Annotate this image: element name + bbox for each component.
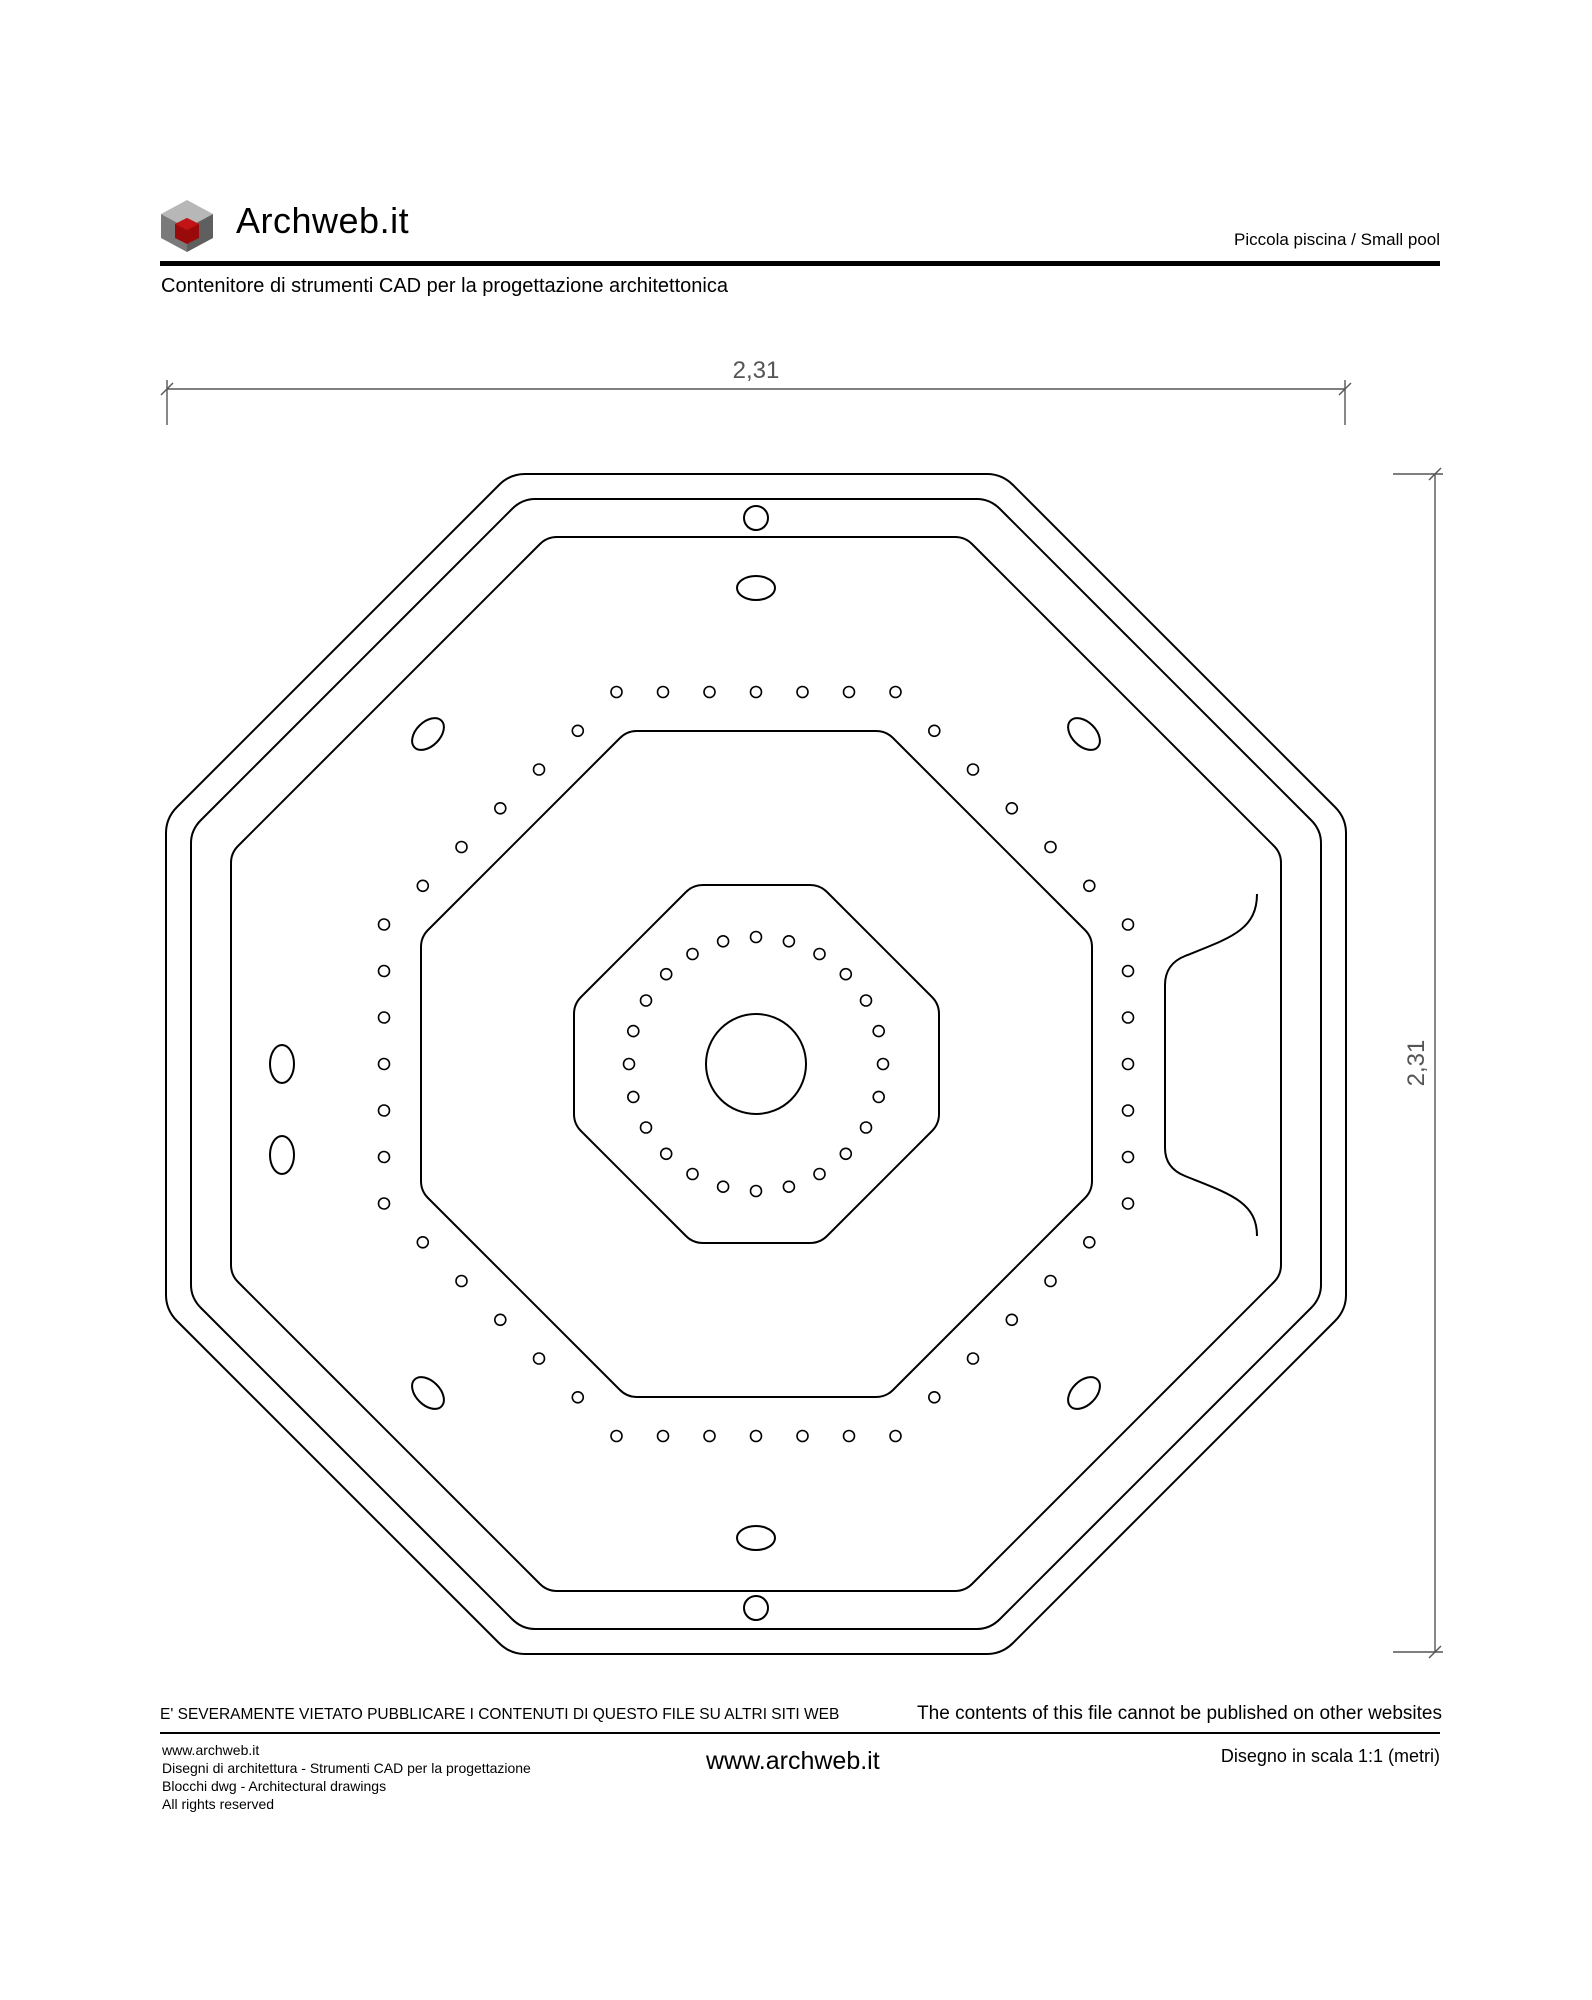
dimension-height-label: 2,31	[1403, 1039, 1430, 1087]
pool-seat-outline	[1165, 894, 1257, 1236]
air-jet	[379, 1152, 390, 1163]
air-jet	[1006, 1314, 1017, 1325]
outer-air-jet-ring	[379, 687, 1134, 1442]
copyright-warning-english: The contents of this file cannot be published on other websites	[917, 1703, 1442, 1724]
jet-bottom-right	[1062, 1371, 1106, 1415]
air-jet	[929, 725, 940, 736]
air-jet	[878, 1059, 889, 1070]
air-jet	[534, 764, 545, 775]
air-jet	[840, 969, 851, 980]
air-jet	[379, 1059, 390, 1070]
air-jet	[624, 1059, 635, 1070]
central-drain	[706, 1014, 806, 1114]
air-jet	[929, 1392, 940, 1403]
footer-info	[162, 1741, 531, 1813]
air-jet	[704, 1431, 715, 1442]
jet-top	[737, 576, 775, 600]
air-jet	[628, 1091, 639, 1102]
air-jet	[628, 1026, 639, 1037]
footer-line: Blocchi dwg - Architectural drawings	[162, 1778, 387, 1794]
jet-top-left	[406, 712, 450, 756]
air-jet	[718, 936, 729, 947]
drawing-title: Piccola piscina / Small pool	[1234, 230, 1440, 249]
air-jet	[379, 919, 390, 930]
air-jet	[687, 1169, 698, 1180]
air-jet	[572, 1392, 583, 1403]
air-jet	[890, 1431, 901, 1442]
dimension-width-label: 2,31	[732, 357, 780, 384]
air-jet	[1123, 1012, 1134, 1023]
air-jet	[1006, 803, 1017, 814]
air-jet	[968, 764, 979, 775]
air-jet	[379, 1012, 390, 1023]
logo-text: Archweb.it	[236, 200, 410, 241]
footer-line: Disegni di architettura - Strumenti CAD per la progettazione	[162, 1760, 531, 1776]
pool-center-platform	[574, 885, 939, 1243]
jet-bottom-left	[406, 1371, 450, 1415]
air-jet	[1123, 1059, 1134, 1070]
air-jet	[417, 1237, 428, 1248]
air-jet	[968, 1353, 979, 1364]
air-jet	[1123, 919, 1134, 930]
footer-url[interactable]: www.archweb.it	[706, 1747, 880, 1775]
air-jet	[379, 966, 390, 977]
pool-basin-edge	[231, 537, 1281, 1591]
jet-top-right	[1062, 712, 1106, 756]
air-jet	[704, 687, 715, 698]
jet-left-lower	[270, 1136, 294, 1174]
jet-left-upper	[270, 1045, 294, 1083]
air-jet	[495, 1314, 506, 1325]
footer-divider	[160, 1732, 1440, 1734]
air-jet	[379, 1198, 390, 1209]
air-jet	[658, 1431, 669, 1442]
pool-outer-rim	[166, 474, 1346, 1654]
footer-line: www.archweb.it	[162, 1742, 260, 1758]
rim-fitting-top	[744, 506, 768, 530]
air-jet	[534, 1353, 545, 1364]
air-jet	[1123, 966, 1134, 977]
air-jet	[814, 1169, 825, 1180]
air-jet	[1045, 842, 1056, 853]
air-jet	[873, 1091, 884, 1102]
air-jet	[783, 936, 794, 947]
air-jet	[844, 687, 855, 698]
air-jet	[456, 1276, 467, 1287]
air-jet	[873, 1026, 884, 1037]
air-jet	[751, 1186, 762, 1197]
air-jet	[641, 995, 652, 1006]
air-jet	[661, 1148, 672, 1159]
air-jet	[718, 1181, 729, 1192]
air-jet	[1123, 1152, 1134, 1163]
air-jet	[814, 949, 825, 960]
air-jet	[1045, 1276, 1056, 1287]
air-jet	[783, 1181, 794, 1192]
inner-air-jet-ring	[624, 932, 889, 1197]
air-jet	[611, 1431, 622, 1442]
air-jet	[658, 687, 669, 698]
tagline: Contenitore di strumenti CAD per la progettazione architettonica	[161, 275, 728, 297]
air-jet	[611, 687, 622, 698]
air-jet	[861, 1122, 872, 1133]
pool-middle-step	[421, 731, 1092, 1397]
air-jet	[751, 932, 762, 943]
air-jet	[379, 1105, 390, 1116]
pool-inner-rim	[191, 499, 1321, 1629]
air-jet	[641, 1122, 652, 1133]
jet-bottom	[737, 1526, 775, 1550]
air-jet	[840, 1148, 851, 1159]
air-jet	[687, 949, 698, 960]
air-jet	[1123, 1105, 1134, 1116]
air-jet	[751, 687, 762, 698]
rim-fitting-bottom	[744, 1596, 768, 1620]
air-jet	[495, 803, 506, 814]
air-jet	[890, 687, 901, 698]
air-jet	[417, 880, 428, 891]
air-jet	[1084, 1237, 1095, 1248]
air-jet	[797, 687, 808, 698]
copyright-warning-italian: E' SEVERAMENTE VIETATO PUBBLICARE I CONTENUTI DI QUESTO FILE SU ALTRI SITI WEB	[160, 1706, 840, 1723]
air-jet	[797, 1431, 808, 1442]
air-jet	[456, 842, 467, 853]
footer-line: All rights reserved	[162, 1796, 275, 1812]
air-jet	[1123, 1198, 1134, 1209]
air-jet	[844, 1431, 855, 1442]
air-jet	[751, 1431, 762, 1442]
dimension-width	[161, 380, 1351, 425]
air-jet	[572, 725, 583, 736]
air-jet	[661, 969, 672, 980]
drawing-scale: Disegno in scala 1:1 (metri)	[1220, 1746, 1440, 1766]
air-jet	[861, 995, 872, 1006]
air-jet	[1084, 880, 1095, 891]
